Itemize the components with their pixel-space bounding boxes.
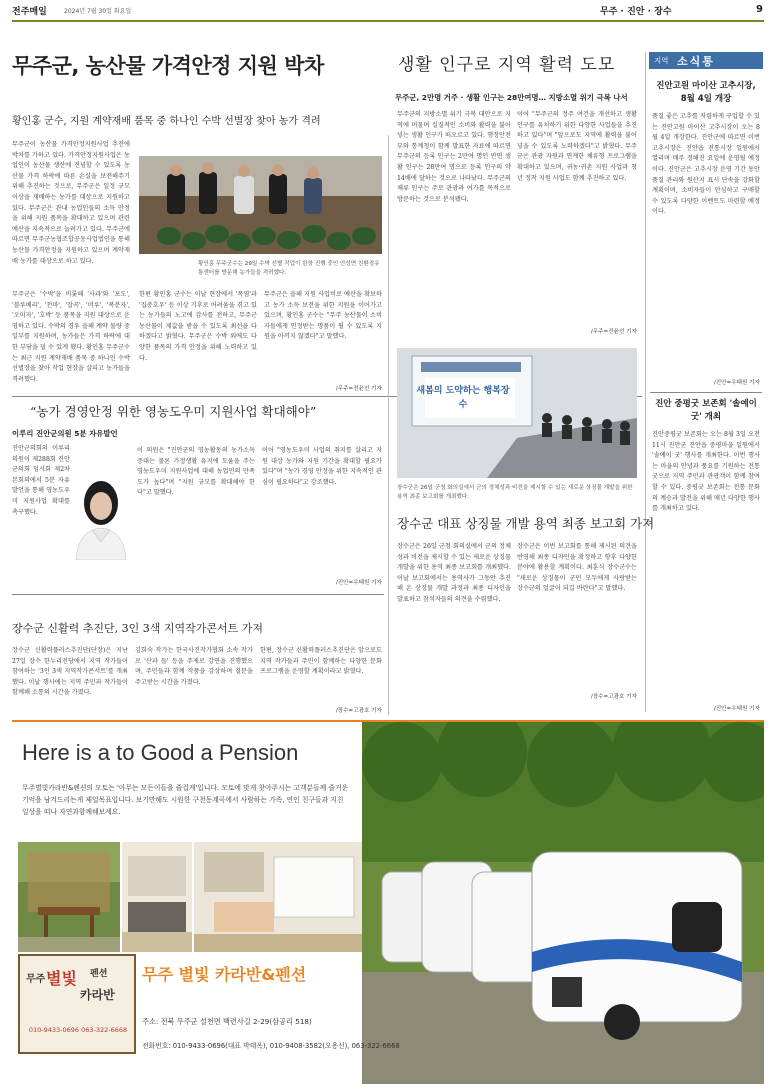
masthead (12, 4, 762, 18)
ad-phone: 전화번호: 010-9433-0696(대표 박태옥), 010-9408-3582(오용선), 063-322-6668 (142, 1042, 400, 1050)
ad-slogan: Here is a to Good a Pension (22, 740, 299, 765)
sign-line3: 카라반 (80, 988, 115, 1002)
paper-name: 전주매일 (12, 7, 47, 17)
page-number: 9 (756, 4, 763, 15)
issue-date: 2024년 7월 30일 화요일 (64, 8, 132, 15)
article5-byline: /장수=고광호 기자 (335, 708, 382, 714)
article5-headline: 장수군 신활력 추진단, 3인 3색 지역작가콘서트 가져 (12, 622, 263, 635)
ad-business-name: 무주 별빛 카라반&펜션 (142, 965, 307, 984)
meeting-banner (415, 380, 511, 420)
ad-photo-room (122, 842, 192, 952)
sidebar-title: 소식통 (677, 55, 715, 68)
rule-mid-section (12, 594, 384, 595)
banner-text: 새봄의 도약하는 행복장수 (416, 386, 510, 410)
article3-col2: 이 의원은 "진안군의 영농활동의 농가소득 증대는 물론 가정생활 유지에 도움을 주는 영농도우미 지원사업에 대해 농업인의 만족도가 높다"며 "지원 규모를 확대해야 한다"고 말했다. (137, 447, 255, 497)
article4-col2: 장수군은 이번 보고회를 통해 제시된 의견을 반영해 최종 디자인을 확정하고 향후 다양한 분야에 활용할 계획이다. 최훈식 장수군수는 "새로운 상징물이 군민 모두에게 사랑받는 장수군의 얼굴이 되길 바란다"고 말했다. (517, 543, 637, 593)
article5-col3: 한편, 장수군 신활력플러스추진단은 앞으로도 지역 작가들과 주민이 함께하는 다양한 문화 프로그램을 운영할 계획이라고 밝혔다. (260, 647, 382, 676)
sidebar-label: 지역 (654, 56, 669, 65)
article1-col2: 무주군은 '수박'을 비롯해 '사과'와 '포도', '블루베리', '천마', '잡곡', '머루', '복분자', '오미자', '호박' 등 품목을 지원 대상으로 운영하고 있다. 수박의 경우 올해 계약 물량 중 일부를 지원하며, 농가들은 가격 하락에 대한 부담을 덜 수 있게 됐다. 황인홍 무주군수는 최근 지원 계약재배 품목 중 하나인 수박 선별장을 찾아 작업 현장을 살피고 농가들을 격려했다. (12, 291, 130, 383)
sidebar2-body: 진안중평굿 보존회는 오는 8월 3일 오전 11시 진안군 진안읍 중평마을 일원에서 '솔예이 굿' 행사를 개최한다. 이번 행사는 마을의 안녕과 풍요를 기원하는 전통 굿으로 지역 주민과 관광객이 함께 참여할 수 있다. 중평굿 보존회는 전통 문화의 계승과 발전을 위해 매년 다양한 행사를 개최하고 있다. (652, 431, 760, 513)
sign-phone: 010-9433-0696 063-322-6668 (28, 1026, 128, 1034)
article1-col3: 한편 황인홍 군수는 이날 현장에서 '폭염'과 '집중호우' 등 이상 기후로 어려움을 겪고 있는 농가들의 노고에 감사를 전하고, 무주군 농산물이 제값을 받을 수 있도록 최선을 다하겠다고 밝혔다. 무주군은 수박 외에도 다양한 품목의 가격 안정을 위해 노력하고 있다. (139, 291, 257, 362)
article4-headline: 장수군 대표 상징물 개발 용역 최종 보고회 가져 (397, 516, 655, 531)
sign-line4: 펜션 (90, 969, 108, 979)
ad-photo-picnic (18, 842, 120, 952)
sidebar1-headline: 진안고원 마이산 고추시장, 8월 4일 개장 (656, 81, 756, 104)
article5-col1: 장수군 신활력플러스추진단(단장)은 지난 27일 장수 한누리전당에서 지역 작가들이 참여하는 '3인 3색 지역작가콘서트'를 개최했다. 이날 행사에는 지역 주민과 작가들이 함께해 소통의 시간을 가졌다. (12, 647, 128, 697)
sidebar1-byline: /진안=우태원 기자 (713, 380, 760, 386)
article3-headline: “농가 경영안정 위한 영농도우미 지원사업 확대해야” (30, 404, 317, 419)
sidebar2-headline: 진안 중평굿 보존회 '솔예이 굿' 개최 (655, 399, 757, 422)
ad-photo-caravans (362, 722, 764, 1084)
divider-a3-a4 (388, 345, 389, 715)
ad-box (12, 720, 764, 1082)
sign-line1: 무주 (26, 974, 46, 985)
councilor-portrait (72, 470, 130, 560)
article3-author: 이루리 진안군의원 5분 자유발언 (12, 429, 118, 438)
article2-col1: 무주군의 지방소멸 위기 극복 대안으로 지역에 머물며 실질적인 소비와 활력을 불어넣는 생활 인구가 떠오르고 있다. 행정안전부와 통계청이 함께 발표한 자료에 따르면 무주군의 등록 인구는 2만여 명인 반면 생활 인구는 28만여 명으로 등록 인구의 약 14배에 달하는 것으로 나타났다. 무주군의 체류 인구는 주로 관광과 여가를 목적으로 방문하는 것으로 분석됐다. (397, 111, 511, 203)
article1-byline: /무주=전윤선 기자 (335, 386, 382, 392)
article1-headline: 무주군, 농산물 가격안정 지원 박차 (12, 54, 324, 78)
article3-col1: 진안군의회의 이루리 의원이 제288회 진안군의회 임시회 제2차 본회의에서 5분 자유발언을 통해 영농도우미 지원사업 확대를 촉구했다. (12, 445, 70, 516)
article2-byline: /무주=전윤선 기자 (590, 329, 637, 335)
divider-sidebar (645, 52, 646, 712)
ad-sign (18, 954, 136, 1054)
sidebar2-byline: /진안=우태원 기자 (713, 706, 760, 712)
article2-headline: 생활 인구로 지역 활력 도모 (398, 55, 616, 75)
sidebar-label-box (649, 52, 763, 69)
article2-subhead: 무주군, 2만명 거주 · 생활 인구는 28만여명… 지방소멸 위기 극복 나서 (395, 93, 628, 102)
article4-byline: /장수=고광호 기자 (590, 694, 637, 700)
sidebar1-body: 품질 좋은 고추를 저렴하게 구입할 수 있는 진안고원 마이산 고추시장이 오는 8월 4일 개장한다. 진안군에 따르면 이번 고추시장은 진안읍 전통시장 일원에서 열리며 매주 정해진 요일에 운영될 예정이다. 진안군은 고추시장 운영 기간 동안 품질 관리와 원산지 표시 단속을 강화할 계획이며, 소비자들이 안심하고 구매할 수 있도록 다양한 이벤트도 마련할 예정이다. (652, 113, 760, 216)
article4-col1: 장수군은 26일 군청 회의실에서 군의 정체성과 비전을 제시할 수 있는 새로운 상징물 개발을 위한 용역 최종 보고회를 개최했다. 이날 보고회에서는 용역사가 그동안 추진해 온 상징물 개발 과정과 최종 디자인을 발표하고 참석자들의 의견을 수렴했다. (397, 543, 511, 603)
ad-photo-interior (194, 842, 364, 952)
ad-address: 주소: 전북 무주군 설천면 백련사길 2-29(삼공리 518) (142, 1017, 312, 1026)
ad-intro: 무주별빛카라반&펜션의 모토는 '아무는 모든이들을 즐겁게'입니다. 모토에 맞게 찾아주시는 고객분들께 즐거운 기억을 남겨드리는게 제일목표입니다. 보기만해도 시원한 구천동계곡에서 사람하는 가족, 연인 친구들과 지친 일상을 떠나 자연과함께해보세요. (22, 784, 349, 816)
header-rule (12, 20, 764, 22)
sign-line2: 별빛 (46, 969, 77, 988)
watermelon-photo (139, 156, 382, 254)
article1-subhead: 황인홍 군수, 지원 계약재배 품목 중 하나인 수박 선별장 찾아 농가 격려 (12, 116, 321, 127)
article1-photo-caption: 황인홍 무주군수는 29일 수박 선별 작업이 한창 진행 중인 안성면 친환경유통센터를 방문해 농가들을 격려했다. (198, 261, 380, 276)
article2-col2: 이어 "무주군의 정주 여건을 개선하고 생활 인구를 유치하기 위한 다양한 사업들을 추진하고 있다"며 "앞으로도 지역에 활력을 불어넣을 수 있도록 노력하겠다"고 밝혔다. 무주군은 관광 자원과 연계한 체류형 프로그램을 확대하고 있으며, 귀농·귀촌 지원 사업과 청년 정착 지원 사업도 함께 추진하고 있다. (517, 111, 637, 182)
article4-photo-caption: 장수군은 26일 군청 회의실에서 군의 정체성과 비전을 제시할 수 있는 새로운 상징물 개발을 위한 용역 최종 보고회를 개최했다. (397, 485, 633, 500)
sidebar-divider (650, 392, 762, 393)
article3-col3: 이어 "영농도우미 사업의 취지를 살리고 지원 대상 농가와 지원 기간을 확대할 필요가 있다"며 "농가 경영 안정을 위한 지속적인 관심이 필요하다"고 강조했다. (262, 447, 382, 486)
article3-byline: /진안=우태원 기자 (335, 580, 382, 586)
meeting-photo (397, 348, 637, 478)
article1-col1: 무주군이 농산물 가격안정지원사업 추진에 박차를 가하고 있다. 가격안정지원사업은 농업인이 농산물 생산에 전념할 수 있도록 농산물 가격 하락에 따른 손실을 보전해주기 위해 추진하는 것으로, 무주군은 일정 규모 이상을 재배하는 농가를 대상으로 지원하고 있다. 무주군은 관내 농업인들의 소득 안정을 위해 지원 품목을 확대하고 있으며 관련 예산을 지속적으로 늘려가고 있다. 무주군에 따르면 무주군농협조합공동사업법인을 통해 농산물 가격안정을 지원하고 있으며 계약재배 농가를 대상으로 하고 있다. (12, 141, 130, 265)
article1-col4: 무주군은 올해 지원 사업비로 예산을 확보하고 농가 소득 보전을 위한 지원을 이어가고 있으며, 황인홍 군수는 "무주 농산물이 소비자들에게 인정받는 명품이 될 수 있도록 지원을 아끼지 않겠다"고 말했다. (264, 291, 382, 341)
article5-col2: 김희숙 작가는 한국사진작가협회 소속 작가로 '산과 들' 등을 주제로 강연을 진행했으며, 주민들과 함께 작품을 감상하며 질문을 주고받는 시간을 가졌다. (135, 647, 253, 686)
section-name: 무주 · 진안 · 장수 (600, 7, 672, 17)
